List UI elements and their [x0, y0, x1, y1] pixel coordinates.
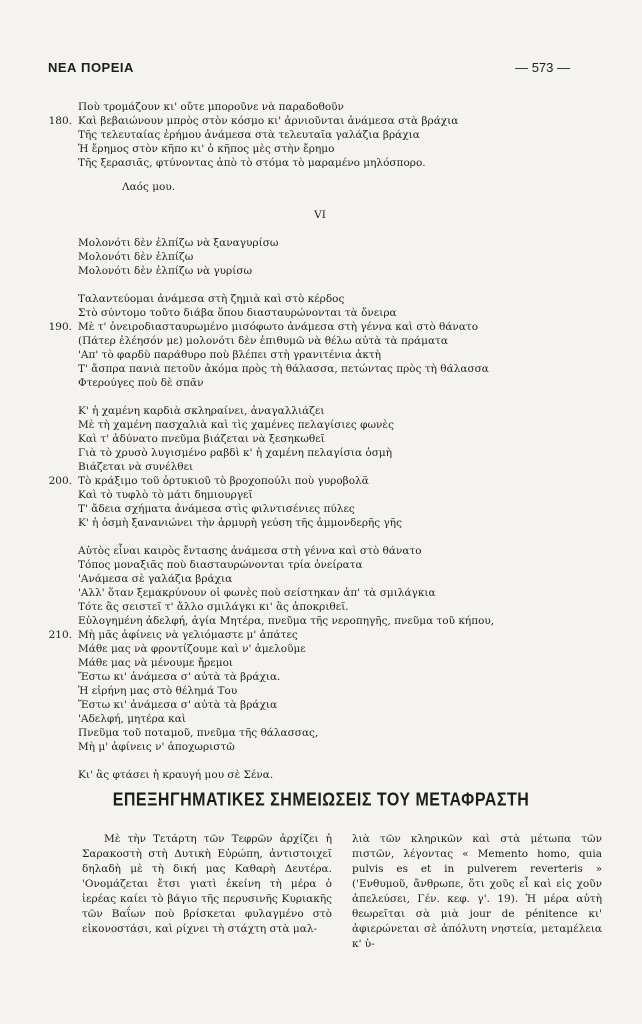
poem-line — [40, 100, 600, 114]
poem-line-text: Ταλαντεύομαι ἀνάμεσα στὴ ζημιὰ καὶ στὸ κέρδος — [78, 293, 345, 305]
poem-line — [40, 642, 600, 656]
poem-line — [40, 740, 600, 754]
line-number: 190. — [48, 321, 72, 333]
poem-line — [40, 614, 600, 628]
poem-line-text: Καὶ τὸ τυφλὸ τὸ μάτι δημιουργεῖ — [78, 489, 253, 501]
poem-line — [40, 502, 600, 516]
poem-line-text: Μολονότι δὲν ἐλπίζω νὰ ξαναγυρίσω — [78, 237, 279, 249]
poem-line-text: Μολονότι δὲν ἐλπίζω νὰ γυρίσω — [78, 265, 253, 277]
poem-line — [40, 544, 600, 558]
notes-left-text: Μὲ τὴν Τετάρτη τῶν Τεφρῶν ἀρχίζει ἡ Σαρακοστὴ στὴ Δυτικὴ Εὐρώπη, ἀντιστοιχεῖ δηλαδὴ μὲ τὴ δική μας Καθαρὴ Δευτέρα. 'Ονομάζεται ἔτσι γιατὶ ἐκείνη τὴ μέρα ὁ ἱερέας καίει τὸ βάγιο τῆς περυσινῆς Κυριακῆς τῶν Βαΐων ποὺ βρίσκεται φυλαγμένο στὸ εἰκονοστάσι, καὶ ρίχνει τὴ στάχτη στὰ μαλ- — [82, 833, 332, 935]
poem-line-text: Τῆς τελευταίας ἐρήμου ἀνάμεσα στὰ τελευταῖα γαλάζια βράχια — [78, 129, 420, 141]
poem-line-text: Ἡ ἔρημος στὸν κῆπο κι' ὁ κῆπος μὲς στὴν ἔρημο — [78, 143, 335, 155]
stanza-1 — [40, 100, 600, 170]
poem-line-text: Μὴ μ' ἀφίνεις ν' ἀποχωριστῶ — [78, 741, 235, 753]
poem-line-text: Ποὺ τρομάζουν κι' οὔτε μποροῦνε νὰ παραδοθοῦν — [78, 101, 344, 113]
poem-line-text: Βιάζεται νὰ συνέλθει — [78, 461, 194, 473]
poem-line-text: Ἡ εἰρήνη μας στὸ θέλημά Του — [78, 685, 238, 697]
poem-line — [40, 474, 600, 488]
poem-line — [40, 376, 600, 390]
poem-line-text: (Πάτερ ἐλέησόν με) μολονότι δὲν ἐπιθυμῶ νὰ θέλω αὐτὰ τὰ πράματα — [78, 335, 448, 347]
poem-line-text: Τ' ἄσπρα πανιὰ πετοῦν ἀκόμα πρὸς τὴ θάλασσα, πετώντας πρὸς τὴ θάλασσα — [78, 363, 489, 375]
stanza-5 — [40, 544, 600, 754]
poem-line-text: Μάθε μας νὰ μένουμε ἤρεμοι — [78, 657, 234, 669]
poem-line-text: 'Απ' τὸ φαρδὺ παράθυρο ποὺ βλέπει στὴ γρανιτένια ἀκτὴ — [78, 349, 381, 361]
poem-line-text: Τὸ κράξιμο τοῦ ὀρτυκιοῦ τὸ βροχοπούλι ποὺ γυροβολᾶ — [78, 475, 369, 487]
stanza-2 — [40, 236, 600, 278]
poem-line — [40, 586, 600, 600]
closing-line: Κι' ἂς φτάσει ἡ κραυγή μου σὲ Σένα. — [78, 769, 274, 781]
poem-line-text: Μάθε μας νὰ φροντίζουμε καὶ ν' ἀμελοῦμε — [78, 643, 306, 655]
poem-line-text: Καὶ τ' ἀδύνατο πνεῦμα βιάζεται νὰ ξεσηκωθεῖ — [78, 433, 325, 445]
poem-line — [40, 446, 600, 460]
poem — [40, 100, 600, 782]
poem-line-text: Κ' ἡ χαμένη καρδιὰ σκληραίνει, ἀναγαλλιάζει — [78, 405, 325, 417]
poem-line — [40, 488, 600, 502]
poem-line-text: 'Ανάμεσα σὲ γαλάζια βράχια — [78, 573, 233, 585]
poem-line — [40, 292, 600, 306]
poem-line-text: Πνεῦμα τοῦ ποταμοῦ, πνεῦμα τῆς θάλασσας, — [78, 727, 319, 739]
poem-line-text: Εὐλογημένη ἀδελφή, ἁγία Μητέρα, πνεῦμα τῆς νεροπηγῆς, πνεῦμα τοῦ κήπου, — [78, 615, 495, 627]
poem-line-text: Καὶ βεβαιώνουν μπρὸς στὸν κόσμο κι' ἀρνιοῦνται ἀνάμεσα στὰ βράχια — [78, 115, 459, 127]
poem-line-text: Τ' ἄδεια σχήματα ἀνάμεσα στὶς φιλντισένιες πύλες — [78, 503, 355, 515]
poem-line — [40, 684, 600, 698]
poem-line-text: Τόπος μοναξιᾶς ποὺ διασταυρώνονται τρία ὀνείρατα — [78, 559, 363, 571]
poem-line-text: 'Αδελφή, μητέρα καὶ — [78, 713, 186, 725]
section-numeral: VI — [314, 209, 326, 221]
poem-line — [40, 250, 600, 264]
poem-line — [40, 320, 600, 334]
poem-line-text: Μὴ μᾶς ἀφίνεις νὰ γελιόμαστε μ' ἀπάτες — [78, 629, 298, 641]
poem-line-text: Στὸ σύντομο τοῦτο διάβα ὅπου διασταυρώνονται τὰ ὄνειρα — [78, 307, 397, 319]
poem-line-text: Γιὰ τὸ χρυσὸ λυγισμένο ραβδὶ κ' ἡ χαμένη πελαγίσια ὀσμὴ — [78, 447, 392, 459]
poem-line — [40, 558, 600, 572]
poem-line-text: Κ' ἡ ὀσμὴ ξανανιώνει τὴν ἁρμυρὴ γεύση τῆς ἀμμονδερῆς γῆς — [78, 517, 402, 529]
stanza-4 — [40, 404, 600, 530]
journal-title: ΝΕΑ ΠΟΡΕΙΑ — [48, 60, 134, 75]
poem-line — [40, 306, 600, 320]
poem-line-text: Ἔστω κι' ἀνάμεσα σ' αὐτὰ τὰ βράχια — [78, 699, 278, 711]
poem-line — [40, 156, 600, 170]
page-number: — 573 — — [515, 60, 570, 75]
stanza-3 — [40, 292, 600, 390]
line-number: 180. — [48, 115, 72, 127]
poem-line — [40, 236, 600, 250]
poem-line — [40, 712, 600, 726]
poem-line — [40, 656, 600, 670]
poem-line — [40, 600, 600, 614]
poem-line-text: Τότε ἂς σειστεῖ τ' ἄλλο σμιλάγκι κι' ἂς ἀποκριθεῖ. — [78, 601, 349, 613]
notes-title: ΕΠΕΞΗΓΗΜΑΤΙΚΕΣ ΣΗΜΕΙΩΣΕΙΣ ΤΟΥ ΜΕΤΑΦΡΑΣΤΗ — [112, 790, 530, 811]
poem-line-text: 'Αλλ' ὅταν ξεμακρύνουν οἱ φωνὲς ποὺ σείστηκαν ἀπ' τὰ σμιλάγκια — [78, 587, 436, 599]
poem-line-text: Μὲ τ' ὀνειροδιασταυρωμένο μισόφωτο ἀνάμεσα στὴ γέννα καὶ στὸ θάνατο — [78, 321, 479, 333]
poem-line — [40, 362, 600, 376]
poem-line-text: Τῆς ξερασιᾶς, φτύνοντας ἀπὸ τὸ στόμα τὸ μαραμένο μηλόσπορο. — [78, 157, 426, 169]
notes-right-text: λιὰ τῶν κληρικῶν καὶ στὰ μέτωπα τῶν πιστῶν, λέγοντας « Memento homo, quia pulvis es et in pulverem reverteris » ('Ενθυμοῦ, ἄνθρωπε, ὅτι χοῦς εἶ καὶ εἰς χοῦν ἀπελεύσει, Γέν. κεφ. γ'. 19). Ἡ μέρα αὐτὴ θεωρεῖται σὰ μιὰ jour de pénitence κι' ἀφιερώνεται σὲ ἀπόλυτη νηστεία, μεταμέλεια κ' ὑ- — [352, 833, 602, 950]
poem-signature: Λαός μου. — [122, 181, 176, 193]
poem-line — [40, 418, 600, 432]
poem-line-text: Ἔστω κι' ἀνάμεσα σ' αὐτὰ τὰ βράχια. — [78, 671, 281, 683]
poem-line — [40, 114, 600, 128]
poem-line — [40, 348, 600, 362]
poem-line — [40, 726, 600, 740]
poem-line-text: Μὲ τὴ χαμένη πασχαλιὰ καὶ τὶς χαμένες πελαγίσιες φωνὲς — [78, 419, 394, 431]
poem-line — [40, 128, 600, 142]
poem-line — [40, 264, 600, 278]
poem-line — [40, 572, 600, 586]
poem-line — [40, 698, 600, 712]
poem-line — [40, 334, 600, 348]
line-number: 210. — [48, 629, 72, 641]
poem-line — [40, 460, 600, 474]
poem-line — [40, 432, 600, 446]
poem-line-text: Μολονότι δὲν ἐλπίζω — [78, 251, 194, 263]
poem-line-text: Φτερούγες ποὺ δὲ σπᾶν — [78, 377, 204, 389]
line-number: 200. — [48, 475, 72, 487]
poem-line — [40, 670, 600, 684]
notes-left-column — [82, 832, 332, 937]
poem-line — [40, 404, 600, 418]
poem-line — [40, 142, 600, 156]
notes-right-column — [352, 832, 602, 952]
page-header — [48, 60, 570, 80]
poem-line — [40, 516, 600, 530]
poem-line — [40, 628, 600, 642]
poem-line-text: Αὐτὸς εἶναι καιρὸς ἔντασης ἀνάμεσα στὴ γέννα καὶ στὸ θάνατο — [78, 545, 422, 557]
